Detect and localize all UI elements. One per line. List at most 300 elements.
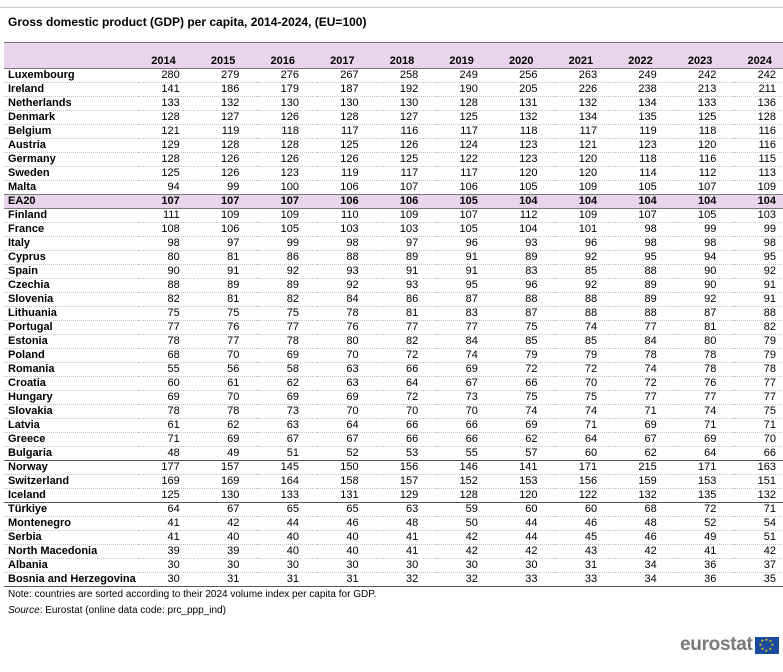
gdp-table-container <box>4 42 783 587</box>
value-cell: 92 <box>257 265 317 279</box>
country-name: Denmark <box>4 111 138 125</box>
value-cell: 62 <box>615 447 675 461</box>
value-cell: 111 <box>138 209 198 223</box>
value-cell: 105 <box>615 181 675 195</box>
value-cell: 81 <box>675 321 735 335</box>
value-cell: 65 <box>317 503 377 517</box>
table-row <box>4 279 783 293</box>
value-cell: 76 <box>317 321 377 335</box>
value-cell: 117 <box>436 167 496 181</box>
country-name: Romania <box>4 363 138 377</box>
value-cell: 42 <box>436 531 496 545</box>
value-cell: 280 <box>138 69 198 83</box>
value-cell: 106 <box>377 195 437 209</box>
value-cell: 119 <box>198 125 258 139</box>
value-cell: 77 <box>615 391 675 405</box>
value-cell: 88 <box>496 293 556 307</box>
value-cell: 103 <box>734 209 783 223</box>
value-cell: 85 <box>555 335 615 349</box>
value-cell: 130 <box>377 97 437 111</box>
value-cell: 104 <box>734 195 783 209</box>
value-cell: 118 <box>675 125 735 139</box>
value-cell: 105 <box>257 223 317 237</box>
value-cell: 49 <box>198 447 258 461</box>
value-cell: 61 <box>138 419 198 433</box>
value-cell: 153 <box>496 475 556 489</box>
value-cell: 238 <box>615 83 675 97</box>
country-name: France <box>4 223 138 237</box>
value-cell: 120 <box>496 489 556 503</box>
value-cell: 98 <box>734 237 783 251</box>
value-cell: 120 <box>675 139 735 153</box>
value-cell: 69 <box>615 419 675 433</box>
value-cell: 80 <box>138 251 198 265</box>
value-cell: 169 <box>138 475 198 489</box>
value-cell: 34 <box>615 559 675 573</box>
value-cell: 48 <box>377 517 437 531</box>
value-cell: 109 <box>555 181 615 195</box>
table-row <box>4 363 783 377</box>
value-cell: 116 <box>734 125 783 139</box>
value-cell: 117 <box>377 167 437 181</box>
value-cell: 125 <box>436 111 496 125</box>
value-cell: 73 <box>257 405 317 419</box>
value-cell: 69 <box>496 419 556 433</box>
value-cell: 55 <box>138 363 198 377</box>
value-cell: 88 <box>615 265 675 279</box>
value-cell: 94 <box>675 251 735 265</box>
value-cell: 107 <box>436 209 496 223</box>
value-cell: 48 <box>615 517 675 531</box>
value-cell: 157 <box>198 461 258 475</box>
table-row <box>4 209 783 223</box>
table-row <box>4 125 783 139</box>
table-row <box>4 251 783 265</box>
value-cell: 71 <box>555 419 615 433</box>
value-cell: 169 <box>198 475 258 489</box>
value-cell: 135 <box>615 111 675 125</box>
value-cell: 123 <box>615 139 675 153</box>
value-cell: 42 <box>615 545 675 559</box>
value-cell: 128 <box>257 139 317 153</box>
country-name: Austria <box>4 139 138 153</box>
table-row <box>4 433 783 447</box>
value-cell: 211 <box>734 83 783 97</box>
value-cell: 70 <box>377 405 437 419</box>
table-row <box>4 69 783 83</box>
value-cell: 30 <box>198 559 258 573</box>
value-cell: 151 <box>734 475 783 489</box>
value-cell: 105 <box>436 223 496 237</box>
value-cell: 84 <box>317 293 377 307</box>
value-cell: 128 <box>317 111 377 125</box>
country-name: Bosnia and Herzegovina <box>4 573 138 587</box>
value-cell: 125 <box>138 489 198 503</box>
value-cell: 30 <box>496 559 556 573</box>
value-cell: 132 <box>496 111 556 125</box>
value-cell: 81 <box>377 307 437 321</box>
value-cell: 55 <box>436 447 496 461</box>
country-name: Switzerland <box>4 475 138 489</box>
eu-flag-icon: ★ ★ ★ ★ ★ ★ ★ ★ <box>755 637 779 654</box>
value-cell: 190 <box>436 83 496 97</box>
value-cell: 72 <box>675 503 735 517</box>
value-cell: 77 <box>675 391 735 405</box>
value-cell: 70 <box>317 349 377 363</box>
country-name: Italy <box>4 237 138 251</box>
value-cell: 98 <box>675 237 735 251</box>
value-cell: 78 <box>675 349 735 363</box>
value-cell: 83 <box>496 265 556 279</box>
table-row <box>4 419 783 433</box>
value-cell: 88 <box>555 307 615 321</box>
value-cell: 78 <box>138 335 198 349</box>
value-cell: 76 <box>198 321 258 335</box>
value-cell: 74 <box>675 405 735 419</box>
value-cell: 75 <box>555 391 615 405</box>
value-cell: 90 <box>675 279 735 293</box>
country-name: Greece <box>4 433 138 447</box>
country-name: Slovenia <box>4 293 138 307</box>
value-cell: 30 <box>317 559 377 573</box>
value-cell: 86 <box>257 251 317 265</box>
value-cell: 95 <box>734 251 783 265</box>
value-cell: 31 <box>257 573 317 587</box>
value-cell: 87 <box>675 307 735 321</box>
value-cell: 78 <box>138 405 198 419</box>
value-cell: 42 <box>496 545 556 559</box>
year-header: 2014 <box>138 43 198 69</box>
value-cell: 205 <box>496 83 556 97</box>
value-cell: 159 <box>615 475 675 489</box>
value-cell: 30 <box>436 559 496 573</box>
value-cell: 58 <box>257 363 317 377</box>
value-cell: 67 <box>317 433 377 447</box>
value-cell: 117 <box>436 125 496 139</box>
value-cell: 91 <box>377 265 437 279</box>
year-header: 2023 <box>675 43 735 69</box>
value-cell: 41 <box>377 531 437 545</box>
value-cell: 116 <box>377 125 437 139</box>
value-cell: 84 <box>615 335 675 349</box>
country-name: Albania <box>4 559 138 573</box>
country-name: Belgium <box>4 125 138 139</box>
country-name: Latvia <box>4 419 138 433</box>
value-cell: 77 <box>198 335 258 349</box>
value-cell: 70 <box>436 405 496 419</box>
value-cell: 92 <box>317 279 377 293</box>
value-cell: 179 <box>257 83 317 97</box>
value-cell: 135 <box>675 489 735 503</box>
value-cell: 65 <box>257 503 317 517</box>
value-cell: 64 <box>675 447 735 461</box>
table-row <box>4 153 783 167</box>
value-cell: 98 <box>317 237 377 251</box>
value-cell: 101 <box>555 223 615 237</box>
value-cell: 156 <box>377 461 437 475</box>
value-cell: 70 <box>317 405 377 419</box>
table-row <box>4 293 783 307</box>
table-row <box>4 223 783 237</box>
value-cell: 91 <box>436 265 496 279</box>
value-cell: 64 <box>138 503 198 517</box>
value-cell: 70 <box>198 391 258 405</box>
value-cell: 192 <box>377 83 437 97</box>
value-cell: 44 <box>496 531 556 545</box>
value-cell: 249 <box>436 69 496 83</box>
value-cell: 99 <box>734 223 783 237</box>
value-cell: 98 <box>138 237 198 251</box>
country-name: Poland <box>4 349 138 363</box>
value-cell: 153 <box>675 475 735 489</box>
value-cell: 116 <box>675 153 735 167</box>
table-row <box>4 461 783 475</box>
country-name: Spain <box>4 265 138 279</box>
value-cell: 125 <box>138 167 198 181</box>
country-name: Sweden <box>4 167 138 181</box>
value-cell: 77 <box>436 321 496 335</box>
value-cell: 126 <box>198 167 258 181</box>
table-row <box>4 349 783 363</box>
value-cell: 88 <box>317 251 377 265</box>
value-cell: 129 <box>377 489 437 503</box>
country-name: Serbia <box>4 531 138 545</box>
value-cell: 85 <box>555 265 615 279</box>
value-cell: 63 <box>317 377 377 391</box>
value-cell: 44 <box>257 517 317 531</box>
value-cell: 72 <box>377 391 437 405</box>
value-cell: 61 <box>198 377 258 391</box>
value-cell: 46 <box>615 531 675 545</box>
value-cell: 62 <box>496 433 556 447</box>
value-cell: 158 <box>317 475 377 489</box>
value-cell: 72 <box>496 363 556 377</box>
value-cell: 107 <box>377 181 437 195</box>
value-cell: 256 <box>496 69 556 83</box>
value-cell: 128 <box>138 111 198 125</box>
value-cell: 128 <box>138 153 198 167</box>
value-cell: 94 <box>138 181 198 195</box>
year-header: 2019 <box>436 43 496 69</box>
value-cell: 69 <box>257 391 317 405</box>
value-cell: 116 <box>734 139 783 153</box>
value-cell: 72 <box>615 377 675 391</box>
value-cell: 41 <box>138 531 198 545</box>
value-cell: 128 <box>734 111 783 125</box>
value-cell: 76 <box>675 377 735 391</box>
country-name: Estonia <box>4 335 138 349</box>
value-cell: 95 <box>615 251 675 265</box>
value-cell: 110 <box>317 209 377 223</box>
value-cell: 122 <box>436 153 496 167</box>
value-cell: 96 <box>436 237 496 251</box>
value-cell: 31 <box>198 573 258 587</box>
country-name: Bulgaria <box>4 447 138 461</box>
value-cell: 67 <box>615 433 675 447</box>
value-cell: 89 <box>615 293 675 307</box>
value-cell: 70 <box>198 349 258 363</box>
table-body <box>4 69 783 587</box>
country-name: Luxembourg <box>4 69 138 83</box>
country-name: Ireland <box>4 83 138 97</box>
value-cell: 126 <box>198 153 258 167</box>
value-cell: 66 <box>496 377 556 391</box>
value-cell: 164 <box>257 475 317 489</box>
year-header: 2018 <box>377 43 437 69</box>
value-cell: 129 <box>138 139 198 153</box>
value-cell: 59 <box>436 503 496 517</box>
value-cell: 60 <box>138 377 198 391</box>
value-cell: 40 <box>257 545 317 559</box>
value-cell: 89 <box>615 279 675 293</box>
value-cell: 109 <box>555 209 615 223</box>
year-header: 2016 <box>257 43 317 69</box>
value-cell: 127 <box>198 111 258 125</box>
value-cell: 163 <box>734 461 783 475</box>
value-cell: 91 <box>734 279 783 293</box>
value-cell: 53 <box>377 447 437 461</box>
value-cell: 33 <box>555 573 615 587</box>
value-cell: 105 <box>436 195 496 209</box>
eurostat-logo-text: eurostat <box>680 634 753 655</box>
value-cell: 90 <box>138 265 198 279</box>
value-cell: 79 <box>734 335 783 349</box>
value-cell: 125 <box>675 111 735 125</box>
value-cell: 150 <box>317 461 377 475</box>
value-cell: 66 <box>377 363 437 377</box>
value-cell: 81 <box>198 293 258 307</box>
value-cell: 42 <box>734 545 783 559</box>
table-row <box>4 559 783 573</box>
table-row <box>4 391 783 405</box>
value-cell: 43 <box>555 545 615 559</box>
country-name: Germany <box>4 153 138 167</box>
value-cell: 69 <box>436 363 496 377</box>
value-cell: 66 <box>377 419 437 433</box>
value-cell: 104 <box>555 195 615 209</box>
value-cell: 136 <box>734 97 783 111</box>
value-cell: 77 <box>377 321 437 335</box>
value-cell: 46 <box>555 517 615 531</box>
country-name: Iceland <box>4 489 138 503</box>
value-cell: 37 <box>734 559 783 573</box>
value-cell: 109 <box>257 209 317 223</box>
value-cell: 109 <box>377 209 437 223</box>
value-cell: 52 <box>675 517 735 531</box>
value-cell: 106 <box>436 181 496 195</box>
value-cell: 77 <box>138 321 198 335</box>
value-cell: 63 <box>377 503 437 517</box>
value-cell: 71 <box>734 419 783 433</box>
table-row <box>4 531 783 545</box>
value-cell: 128 <box>436 97 496 111</box>
value-cell: 35 <box>734 573 783 587</box>
value-cell: 92 <box>555 251 615 265</box>
value-cell: 97 <box>198 237 258 251</box>
value-cell: 72 <box>377 349 437 363</box>
value-cell: 36 <box>675 559 735 573</box>
country-name: Malta <box>4 181 138 195</box>
value-cell: 85 <box>496 335 556 349</box>
value-cell: 32 <box>436 573 496 587</box>
value-cell: 79 <box>496 349 556 363</box>
value-cell: 69 <box>675 433 735 447</box>
year-header: 2021 <box>555 43 615 69</box>
value-cell: 87 <box>496 307 556 321</box>
value-cell: 130 <box>257 97 317 111</box>
eurostat-logo[interactable] <box>680 634 779 656</box>
value-cell: 82 <box>138 293 198 307</box>
value-cell: 100 <box>257 181 317 195</box>
value-cell: 68 <box>138 349 198 363</box>
value-cell: 75 <box>734 405 783 419</box>
value-cell: 75 <box>198 307 258 321</box>
country-name: EA20 <box>4 195 138 209</box>
value-cell: 115 <box>734 153 783 167</box>
table-row <box>4 167 783 181</box>
value-cell: 131 <box>317 489 377 503</box>
value-cell: 39 <box>198 545 258 559</box>
value-cell: 82 <box>377 335 437 349</box>
value-cell: 72 <box>555 363 615 377</box>
country-name: North Macedonia <box>4 545 138 559</box>
value-cell: 213 <box>675 83 735 97</box>
value-cell: 96 <box>496 279 556 293</box>
value-cell: 242 <box>675 69 735 83</box>
value-cell: 69 <box>198 433 258 447</box>
value-cell: 131 <box>496 97 556 111</box>
value-cell: 66 <box>734 447 783 461</box>
value-cell: 91 <box>198 265 258 279</box>
value-cell: 88 <box>555 293 615 307</box>
value-cell: 263 <box>555 69 615 83</box>
source-text: : Eurostat (online data code: prc_ppp_ind) <box>39 605 226 616</box>
value-cell: 126 <box>317 153 377 167</box>
value-cell: 88 <box>138 279 198 293</box>
value-cell: 45 <box>555 531 615 545</box>
value-cell: 33 <box>496 573 556 587</box>
value-cell: 64 <box>317 419 377 433</box>
value-cell: 126 <box>257 153 317 167</box>
value-cell: 87 <box>436 293 496 307</box>
value-cell: 77 <box>615 321 675 335</box>
top-divider <box>0 7 783 8</box>
value-cell: 106 <box>317 181 377 195</box>
value-cell: 156 <box>555 475 615 489</box>
value-cell: 132 <box>734 489 783 503</box>
value-cell: 106 <box>198 223 258 237</box>
value-cell: 113 <box>734 167 783 181</box>
value-cell: 109 <box>734 181 783 195</box>
value-cell: 118 <box>615 153 675 167</box>
value-cell: 104 <box>496 223 556 237</box>
country-name: Slovakia <box>4 405 138 419</box>
value-cell: 62 <box>198 419 258 433</box>
value-cell: 157 <box>377 475 437 489</box>
value-cell: 128 <box>198 139 258 153</box>
value-cell: 98 <box>615 237 675 251</box>
table-source <box>8 605 226 616</box>
value-cell: 92 <box>734 265 783 279</box>
value-cell: 92 <box>555 279 615 293</box>
value-cell: 119 <box>317 167 377 181</box>
header-corner <box>4 43 138 69</box>
value-cell: 70 <box>555 377 615 391</box>
value-cell: 104 <box>615 195 675 209</box>
value-cell: 74 <box>555 405 615 419</box>
value-cell: 93 <box>377 279 437 293</box>
value-cell: 89 <box>257 279 317 293</box>
